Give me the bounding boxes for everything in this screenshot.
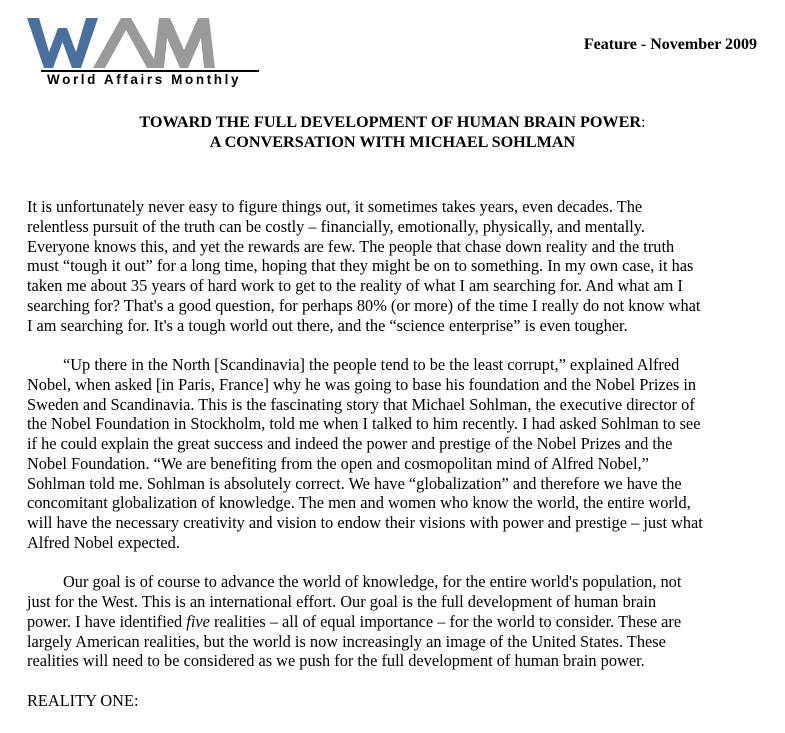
section-heading-reality-one: REALITY ONE:: [27, 690, 139, 710]
paragraph-line: just for the West. This is an international effort. Our goal is the full development of human brain: [27, 592, 657, 611]
paragraph-line: will have the necessary creativity and vision to endow their visions with power and prestige – just what: [27, 513, 703, 532]
paragraph-line: Nobel, when asked [in Paris, France] why he was going to base his foundation and the Nobel Prizes in: [27, 374, 697, 394]
title-line-1-main: TOWARD THE FULL DEVELOPMENT OF HUMAN BRAIN POWER: [139, 113, 642, 131]
logo-m-shape: [153, 18, 215, 68]
title-line-2: A CONVERSATION WITH MICHAEL SOHLMAN: [209, 132, 576, 151]
article-title: [0, 113, 785, 152]
paragraph-line: searching for? That's a good question, for perhaps 80% (or more) of the time I really do not know what: [27, 295, 701, 315]
paragraph-line: if he could explain the great success and indeed the power and prestige of the Nobel Prizes and the: [27, 434, 673, 453]
paragraph-line: [27, 612, 767, 632]
paragraph-line: Our goal is of course to advance the world of knowledge, for the entire world's population, not: [63, 572, 682, 592]
paragraph-line: largely American realities, but the world is now increasingly an image of the United States. These: [27, 631, 666, 651]
paragraph-line: the Nobel Foundation in Stockholm, told me when I talked to him recently. I had asked Sohlman to see: [27, 414, 701, 434]
logo-w-shape: [27, 18, 98, 68]
paragraph-line: Nobel Foundation. “We are benefiting from the open and cosmopolitan mind of Alfred Nobel,”: [27, 453, 649, 473]
paragraph-line: “Up there in the North [Scandinavia] the people tend to be the least corrupt,” explained Alfred: [63, 355, 680, 374]
paragraph-text: power. I have identified: [27, 611, 187, 631]
paragraph-2: [27, 355, 767, 553]
paragraph-line: Sweden and Scandinavia. This is the fascinating story that Michael Sohlman, the executive director of: [27, 394, 695, 414]
paragraph-line: It is unfortunately never easy to figure things out, it sometimes takes years, even decades. The: [27, 197, 643, 216]
logo-tagline: World Affairs Monthly: [47, 72, 242, 87]
paragraph-text: realities – all of equal importance – for the world to consider. These are: [209, 611, 682, 631]
paragraph-line: concomitant globalization of knowledge. The men and women who know the world, the entire world,: [27, 493, 691, 513]
paragraph-line: relentless pursuit of the truth can be costly – financially, emotionally, physically, and mentally.: [27, 216, 646, 236]
paragraph-line: realities will need to be considered as we push for the full development of human brain power.: [27, 651, 645, 671]
wam-logo: [27, 14, 259, 92]
paragraph-line: must “tough it out” for a long time, hoping that they might be on to something. In my own case, it has: [27, 256, 694, 276]
paragraph-3: [27, 572, 767, 671]
title-line-1: [0, 113, 785, 133]
logo-a-shape: [93, 18, 159, 68]
emphasis-five: five: [186, 611, 210, 631]
paragraph-line: taken me about 35 years of hard work to get to the reality of what I am searching for. And what am I: [27, 276, 683, 295]
paragraph-line: Sohlman told me. Sohlman is absolutely correct. We have “globalization” and therefore we have the: [27, 473, 682, 493]
feature-date: Feature - November 2009: [583, 36, 757, 53]
paragraph-line: Everyone knows this, and yet the rewards are few. The people that chase down reality and the truth: [27, 236, 675, 256]
title-line-1-colon: :: [641, 113, 646, 131]
wam-logo-graphic: [27, 14, 259, 74]
paragraph-line: Alfred Nobel expected.: [27, 532, 180, 552]
article-body: [27, 197, 767, 730]
paragraph-line: I am searching for. It's a tough world out there, and the “science enterprise” is even tougher.: [27, 315, 628, 335]
paragraph-1: [27, 197, 767, 335]
